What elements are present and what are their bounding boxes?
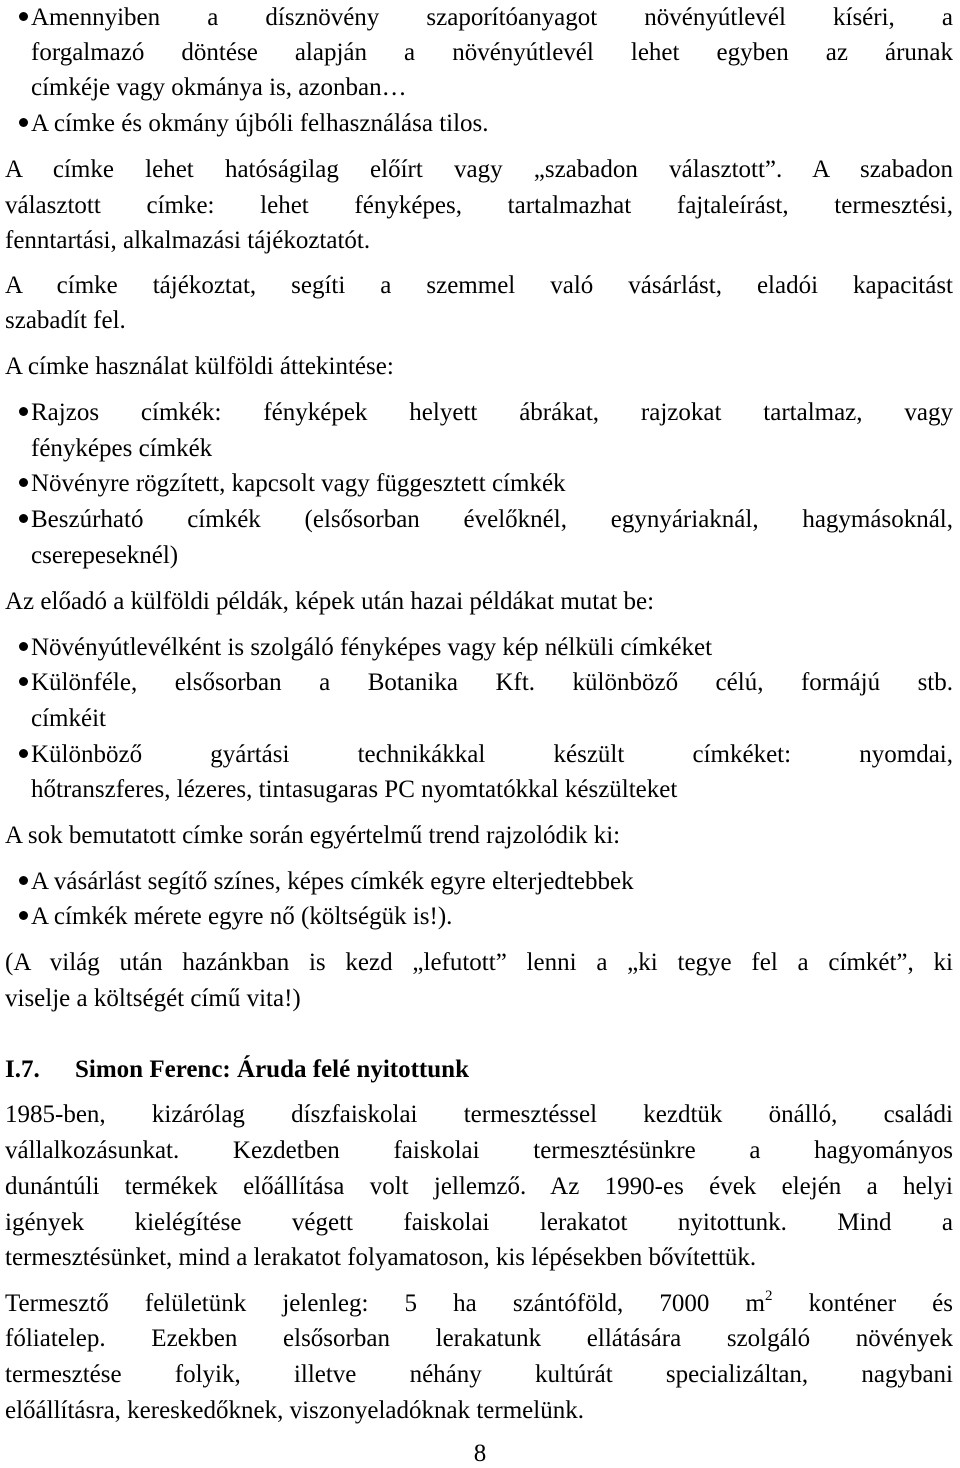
text-line: fényképes címkék bbox=[31, 435, 213, 462]
bullet-line: Amennyiben a dísznövény szaporítóanyagot növényútlevél kíséri, a bbox=[5, 0, 953, 36]
text-line: igények kielégítése végett faiskolai lerakatot nyitottunk. Mind a bbox=[5, 1209, 953, 1236]
text-line: hőtranszferes, lézeres, tintasugaras PC nyomtatókkal készülteket bbox=[31, 776, 678, 803]
bullet-icon bbox=[19, 407, 28, 416]
text-line: vállalkozásunkat. Kezdetben faiskolai termesztésünkre a hagyományos bbox=[5, 1137, 953, 1164]
bullet-icon bbox=[19, 118, 28, 127]
text-line: termesztése folyik, illetve néhány kultúrát specializáltan, nagybani bbox=[5, 1361, 953, 1388]
bullet-line: Különféle, elsősorban a Botanika Kft. különböző célú, formájú stb. bbox=[5, 665, 953, 701]
text-line: szabadít fel. bbox=[5, 307, 126, 334]
text-line: A címke lehet hatóságilag előírt vagy „szabadon választott”. A szabadon bbox=[5, 156, 953, 183]
bullet-icon bbox=[19, 911, 28, 920]
section-title: Simon Ferenc: Áruda felé nyitottunk bbox=[75, 1056, 469, 1083]
bullet-icon bbox=[19, 478, 28, 487]
bullet-line: Beszúrható címkék (elsősorban évelőknél, egynyáriaknál, hagymásoknál, bbox=[5, 502, 953, 538]
bullet-icon bbox=[19, 876, 28, 885]
text-line: (A világ után hazánkban is kezd „lefutott” lenni a „ki tegye fel a címkét”, ki bbox=[5, 949, 953, 976]
bullet-line: A címkék mérete egyre nő (költségük is!). bbox=[5, 899, 953, 935]
text-line: dunántúli termékek előállítása volt jellemző. Az 1990-es évek elején a helyi bbox=[5, 1173, 953, 1200]
text-line: viselje a költségét című vita!) bbox=[5, 985, 301, 1012]
bullet-icon bbox=[19, 677, 28, 686]
text-line: A címke használat külföldi áttekintése: bbox=[5, 353, 394, 380]
text-line: termesztésünket, mind a lerakatot folyamatoson, kis lépésekben bővítettük. bbox=[5, 1244, 757, 1271]
text-line: előállításra, kereskedőknek, viszonyeladóknak termelünk. bbox=[5, 1397, 584, 1424]
text-line: Az előadó a külföldi példák, képek után hazai példákat mutat be: bbox=[5, 588, 655, 615]
bullet-line: Növényútlevélként is szolgáló fényképes vagy kép nélküli címkéket bbox=[5, 630, 953, 666]
bullet-icon bbox=[19, 12, 28, 21]
page-number: 8 bbox=[473, 1440, 487, 1467]
section-heading bbox=[5, 1052, 953, 1088]
bullet-line: Rajzos címkék: fényképek helyett ábrákat, rajzokat tartalmaz, vagy bbox=[5, 395, 953, 431]
bullet-line: A vásárlást segítő színes, képes címkék egyre elterjedtebbek bbox=[5, 864, 953, 900]
text-line: forgalmazó döntése alapján a növényútlevél lehet egyben az árunak bbox=[31, 39, 953, 66]
text-line: Termesztő felületünk jelenleg: 5 ha szántóföld, 7000 $m^2$ konténer és bbox=[5, 1287, 953, 1317]
bullet-icon bbox=[19, 642, 28, 651]
bullet-line: Különböző gyártási technikákkal készült címkéket: nyomdai, bbox=[5, 737, 953, 773]
text-line: fóliatelep. Ezekben elsősorban lerakatunk ellátására szolgáló növények bbox=[5, 1325, 953, 1352]
text-line: választott címke: lehet fényképes, tartalmazhat fajtaleírást, termesztési, bbox=[5, 192, 953, 219]
section-number: I.7. bbox=[5, 1056, 40, 1083]
text-line: címkéje vagy okmánya is, azonban… bbox=[31, 74, 407, 101]
bullet-icon bbox=[19, 514, 28, 523]
bullet-line: Növényre rögzített, kapcsolt vagy függesztett címkék bbox=[5, 466, 953, 502]
text-line: cserepeseknél) bbox=[31, 542, 179, 569]
bullet-line: A címke és okmány újbóli felhasználása tilos. bbox=[5, 106, 953, 142]
text-line: címkéit bbox=[31, 705, 106, 732]
bullet-icon bbox=[19, 749, 28, 758]
text-line: A sok bemutatott címke során egyértelmű trend rajzolódik ki: bbox=[5, 822, 621, 849]
text-line: fenntartási, alkalmazási tájékoztatót. bbox=[5, 227, 371, 254]
text-line: 1985-ben, kizárólag díszfaiskolai termesztéssel kezdtük önálló, családi bbox=[5, 1101, 953, 1128]
text-line: A címke tájékoztat, segíti a szemmel való vásárlást, eladói kapacitást bbox=[5, 272, 953, 299]
